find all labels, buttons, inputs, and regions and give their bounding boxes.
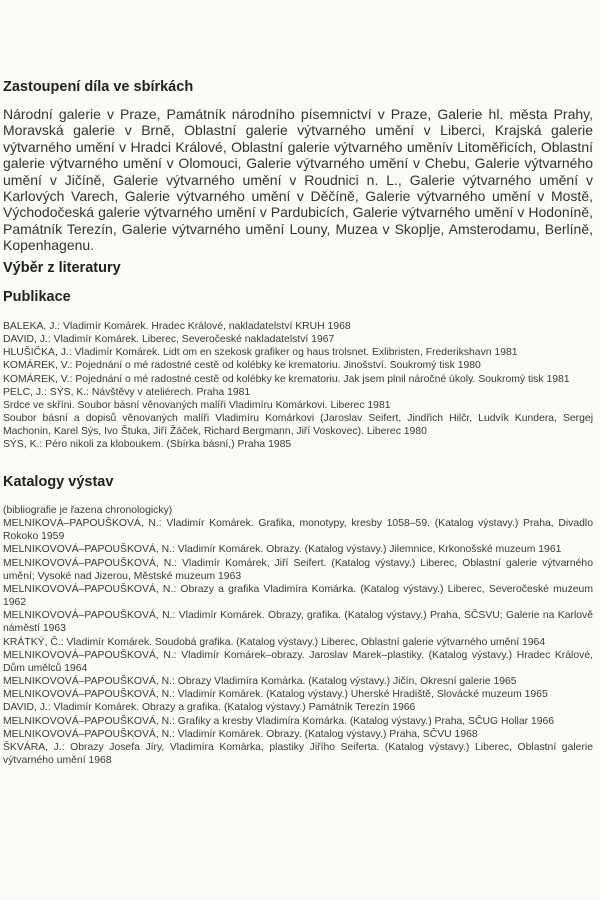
- bibliography-entry: Srdce ve skříni. Soubor básní věnovaných malíři Vladimíru Komárkovi. Liberec 1981: [3, 399, 391, 411]
- literature-heading: Výběr z literatury: [3, 260, 121, 276]
- bibliography-entry: MELNIKOVOVÁ–PAPOUŠKOVÁ, N.: Vladimír Komárek, Jiří Seifert. (Katalog výstavy.) Liberec, Oblastní galerie výtvarného umění; Vysoké nad Jizerou, Městské muzeum 1963: [3, 557, 593, 582]
- bibliography-entry: KRÁTKÝ, Č.: Vladimír Komárek. Soudobá grafika. (Katalog výstavy.) Liberec, Oblastní galerie výtvarného umění 1964: [3, 636, 546, 648]
- bibliography-entry: PELC, J.: SÝS, K.: Návštěvy v ateliérech. Praha 1981: [3, 386, 251, 398]
- bibliography-entry: MELNIKOVOVÁ–PAPOUŠKOVÁ, N.: Vladimír Komárek. Obrazy, grafika. (Katalog výstavy.) Praha, SČSVU; Galerie na Karlově náměstí 1963: [3, 610, 593, 635]
- bibliography-entry: MELNIKOVOVÁ–PAPOUŠKOVÁ, N.: Obrazy a grafika Vladimíra Komárka. (Katalog výstavy.) Liberec, Severočeské muzeum 1962: [3, 583, 593, 609]
- bibliography-entry: MELNIKOVOVÁ–PAPOUŠKOVÁ, N.: Grafiky a kresby Vladimíra Komárka. (Katalog výstavy.) Praha, SČUG Hollar 1966: [3, 715, 555, 727]
- bibliography-entry: MELNIKOVOVÁ–PAPOUŠKOVÁ, N.: Vladimír Komárek. (Katalog výstavy.) Uherské Hradiště, Slovácké muzeum 1965: [3, 689, 548, 701]
- catalogues-list: [3, 504, 593, 767]
- bibliography-entry: MELNIKOVOVÁ–PAPOUŠKOVÁ, N.: Vladimír Komárek. Obrazy. (Katalog výstavy.) Jilemnice, Krkonošské muzeum 1961: [3, 544, 562, 556]
- bibliography-entry: BALEKA, J.: Vladimír Komárek. Hradec Králové, nakladatelství KRUH 1968: [3, 321, 351, 332]
- bibliography-entry: Soubor básní a dopisů věnovaných malíři Vladimíru Komárkovi (Jaroslav Seifert, Jindřich Hilčr, Ludvík Kundera, Sergej Machonin, Karel Sýs, Ivo Štuka, Jiří Žáček, Richard Bergmann, Jiří Voskovec). Liberec 1980: [3, 413, 593, 438]
- bibliography-entry: KOMÁREK, V.: Pojednání o mé radostné cestě od kolébky ke krematoriu. Jak jsem plnil náročné úkoly. Soukromý tisk 1981: [3, 373, 570, 385]
- bibliography-entry: SÝS, K.: Péro nikoli za kloboukem. (Sbírka básní,) Praha 1985: [3, 439, 292, 451]
- bibliography-entry: DAVID, J.: Vladimír Komárek. Obrazy a grafika. (Katalog výstavy.) Památník Terezín 1966: [3, 702, 416, 714]
- bibliography-entry: DAVID, J.: Vladimír Komárek. Liberec, Severočeské nakladatelství 1967: [3, 334, 335, 346]
- bibliography-entry: MELNIKOVOVÁ–PAPOUŠKOVÁ, N.: Vladimír Komárek. Obrazy. (Katalog výstavy.) Praha, SČVU 1968: [3, 728, 478, 740]
- bibliography-entry: HLUŠIČKA, J.: Vladimír Komárek. Lidt om en szekosk grafiker og haus trolsnet. Exlibristen, Frederikshavn 1981: [3, 347, 518, 359]
- catalogues-note: (bibliografie je řazena chronologicky): [3, 505, 173, 516]
- bibliography-entry: ŠKVÁRA, J.: Obrazy Josefa Jíry, Vladimíra Komárka, plastiky Jiřího Seiferta. (Katalog výstavy.) Liberec, Oblastní galerie výtvarného umění 1968: [3, 741, 593, 766]
- collections-text: Národní galerie v Praze, Památník národního písemnictví v Praze, Galerie hl. města Prahy, Moravská galerie v Brně, Oblastní galerie výtvarného umění v Liberci, Krajská galerie výtvarného umění v Hradci Králové, Oblastní galerie výtvarného uměnív Litoměřicích, Oblastní galerie výtvarného umění v Olomouci, Galerie výtvarného umění v Chebu, Galerie výtvarného umění v Jičíně, Galerie výtvarného umění v Roudnici n. L., Galerie výtvarného umění v Karlových Varech, Galerie výtvarného umění v Děčíně, Galerie výtvarného umění v Mostě, Východočeská galerie výtvarného umění v Pardubicích, Galerie výtvarného umění v Hodoníně, Památník Terezín, Galerie výtvarného umění Louny, Muzea v Skoplje, Amsterodamu, Berlíně, Kopenhagenu.: [3, 106, 593, 254]
- bibliography-entry: MELNIKOVOVÁ–PAPOUŠKOVÁ, N.: Vladimír Komárek–obrazy. Jaroslav Marek–plastiky. (Katalog výstavy.) Hradec Králové, Dům umělců 1964: [3, 649, 593, 674]
- publications-heading: Publikace: [3, 289, 71, 305]
- bibliography-entry: MELNIKOVOVÁ–PAPOUŠKOVÁ, N.: Obrazy Vladimíra Komárka. (Katalog výstavy.) Jičín, Okresní galerie 1965: [3, 676, 517, 688]
- collections-heading: Zastoupení díla ve sbírkách: [3, 79, 194, 95]
- catalogues-heading: Katalogy výstav: [3, 474, 114, 490]
- bibliography-entry: MELNIKOVÁ–PAPOUŠKOVÁ, N.: Vladimír Komárek. Grafika, monotypy, kresby 1058–59. (Katalog výstavy.) Praha, Divadlo Rokoko 1959: [3, 518, 593, 543]
- bibliography-entry: KOMÁREK, V.: Pojednání o mé radostné cestě od kolébky ke krematoriu. Jinošství. Soukromý tisk 1980: [3, 360, 481, 372]
- publications-list: [3, 320, 593, 452]
